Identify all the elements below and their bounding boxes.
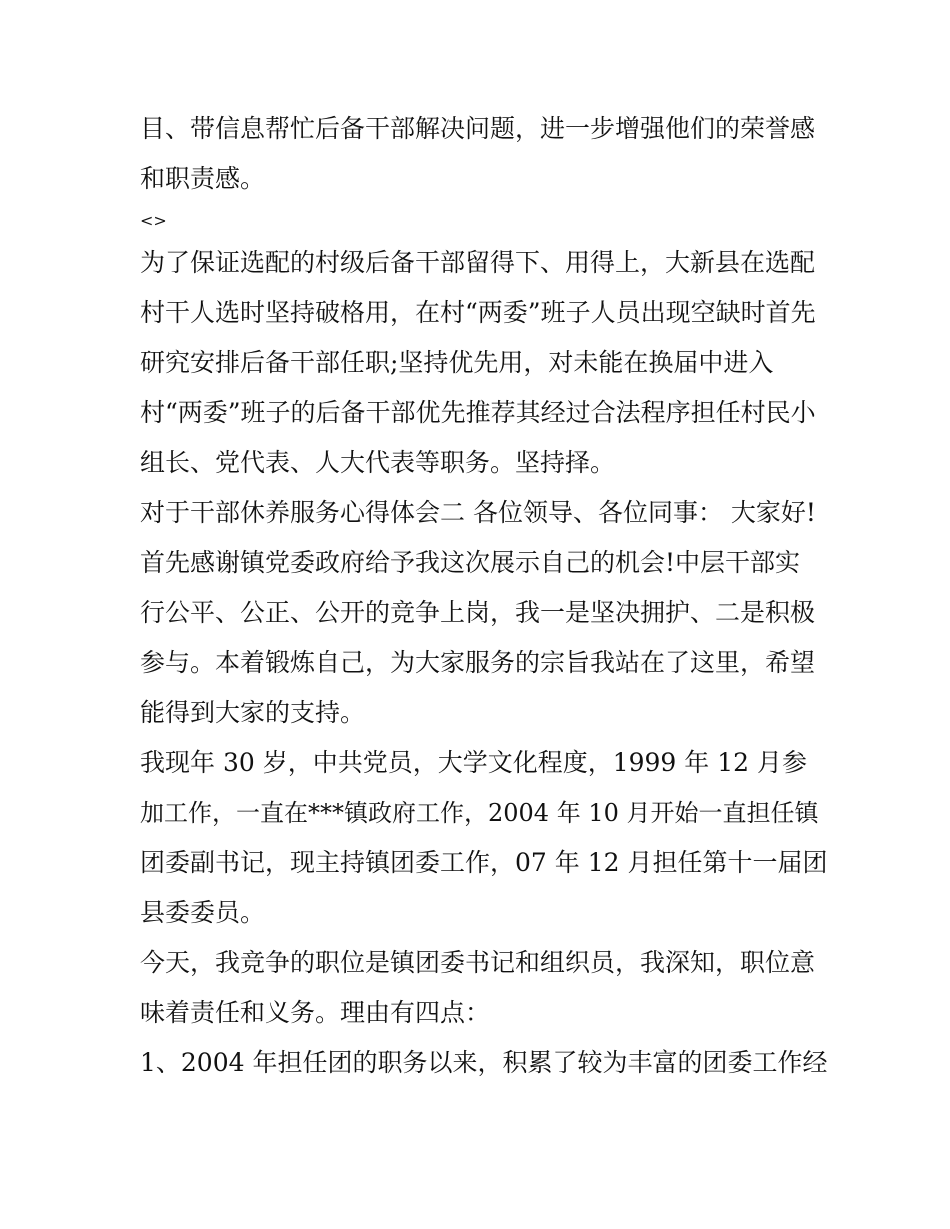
text-line: 村干人选时坚持破格用，在村“两委”班子人员出现空缺时首先: [140, 298, 816, 327]
text-line: 行公平、公正、公开的竞争上岗，我一是坚决拥护、二是积极: [140, 598, 816, 627]
text-line: 参与。本着锻炼自己，为大家服务的宗旨我站在了这里，希望: [140, 648, 816, 677]
document-body: [140, 104, 828, 1088]
text-line: 组长、党代表、人大代表等职务。坚持择。: [140, 448, 616, 477]
text-line: 村“两委”班子的后备干部优先推荐其经过合法程序担任村民小: [140, 398, 816, 427]
text-line: 首先感谢镇党委政府给予我这次展示自己的机会!中层干部实: [140, 548, 801, 577]
text-line: 目、带信息帮忙后备干部解决问题，进一步增强他们的荣誉感: [140, 114, 816, 143]
text-line: 为了保证选配的村级后备干部留得下、用得上，大新县在选配: [140, 248, 816, 277]
text-line: 味着责任和义务。理由有四点：: [140, 998, 491, 1027]
text-line: <>: [140, 211, 167, 230]
text-line: 研究安排后备干部任职;坚持优先用，对未能在换届中进入: [140, 348, 774, 377]
text-line: 我现年 30 岁，中共党员，大学文化程度，1999 年 12 月参: [140, 748, 807, 777]
text-line: 对于干部休养服务心得体会二 各位领导、各位同事： 大家好!: [140, 498, 816, 527]
text-line: 1、2004 年担任团的职务以来，积累了较为丰富的团委工作经: [140, 1048, 828, 1077]
text-line: 县委委员。: [140, 898, 266, 927]
text-line: 和职责感。: [140, 164, 266, 193]
text-line: 团委副书记，现主持镇团委工作，07 年 12 月担任第十一届团: [140, 848, 828, 877]
text-line: 加工作，一直在***镇政府工作，2004 年 10 月开始一直担任镇: [140, 799, 819, 827]
text-line: 能得到大家的支持。: [140, 698, 366, 727]
text-line: 今天，我竞争的职位是镇团委书记和组织员，我深知，职位意: [140, 948, 816, 977]
